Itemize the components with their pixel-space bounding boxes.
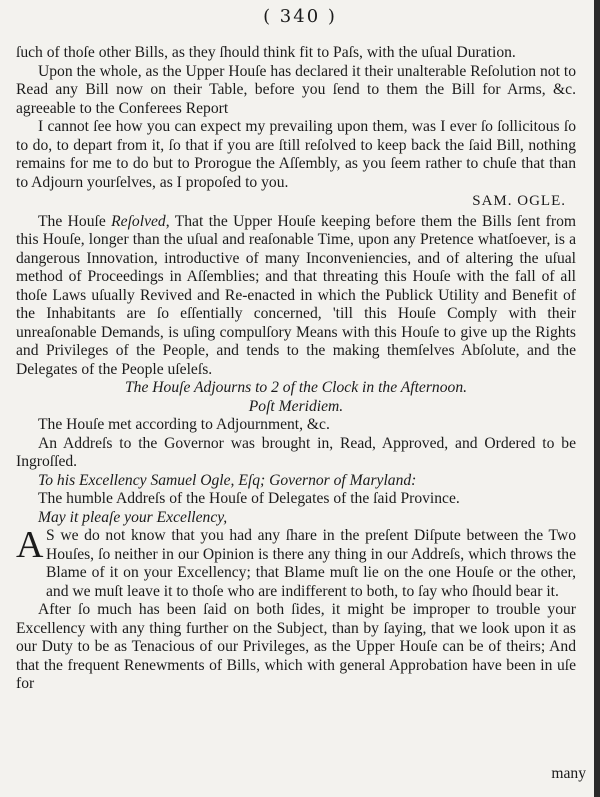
salutation: May it pleaſe your Excellency, xyxy=(38,508,228,526)
paragraph-7 xyxy=(16,524,576,601)
paragraph-6: An Addreſs to the Governor was brought in, Read, Approved, and Ordered to be Ingroſſed. xyxy=(16,434,576,470)
page-number: ( 340 ) xyxy=(263,6,337,27)
paragraph-4-lead: The Houſe xyxy=(38,212,112,230)
paragraph-4 xyxy=(16,213,576,380)
paragraph-7-text: S we do not know that you had any ſhare in the preſent Diſpute between the Two Houſes, ſo neither in our Opinion is there any thing in our Addreſs, which throws the Blame of it on your Excellency; that Blame muſt lie on the one Houſe or the other, and we muſt leave it to thoſe who are indifferent to both, to ſay who ſhould bear it. xyxy=(46,527,576,600)
document-body xyxy=(16,44,576,694)
paragraph-4-rest: , That the Upper Houſe keeping before them the Bills ſent from this Houſe, longer than the uſual and reaſonable Time, upon any Pretence whatſoever, is a dangerous Innovation, introductive of many Inconveniencies, and of altering the uſual method of Proceedings in Aſſemblies; and that threating this Houſe with the fall of all thoſe Laws uſually Revived and Re-enacted in which the Publick Utility and Benefit of the Inhabitants are ſo eſſentially concerned, 'till this Houſe Comply with their unreaſonable Demands, is uſing compulſory Means with this Houſe to give up the Rights and Privileges of the People, and tends to the making themſelves Abſolute, and the Delegates of the People uſeleſs. xyxy=(16,212,576,378)
signature: SAM. OGLE. xyxy=(472,193,566,209)
paragraph-5: The Houſe met according to Adjournment, &c. xyxy=(38,416,330,433)
paragraph-8: After ſo much has been ſaid on both ſides, it might be improper to trouble your Excellency with any thing further on the Subject, than by ſaying, that we look upon it as our Duty to be as Tenacious of our Privileges, as the Upper Houſe can be of theirs; And that the frequent Renewments of Bills, which with general Approbation have been in uſe for xyxy=(16,601,576,692)
paragraph-3: I cannot ſee how you can expect my prevailing upon them, was I ever ſo ſollicitous ſo to do, to depart from it, ſo that if you are ſtill reſolved to keep back the ſaid Bill, nothing remains for me to do but to Prorogue the Aſſembly, as you ſeem rather to chuſe that than to Adjourn yourſelves, as I propoſed to you. xyxy=(16,118,576,191)
address-to-line: To his Excellency Samuel Ogle, Eſq; Governor of Maryland: xyxy=(38,471,417,489)
paragraph-1: ſuch of thoſe other Bills, as they ſhould think fit to Paſs, with the uſual Duration. xyxy=(16,44,516,61)
page-edge-shadow xyxy=(594,0,600,797)
post-meridiem-heading: Poſt Meridiem. xyxy=(248,397,344,415)
adjourn-line: The Houſe Adjourns to 2 of the Clock in the Afternoon. xyxy=(124,379,468,396)
humble-address-line: The humble Addreſs of the Houſe of Delegates of the ſaid Province. xyxy=(38,490,460,507)
resolved-word: Reſolved xyxy=(111,212,166,230)
drop-cap: A xyxy=(16,524,44,566)
paragraph-2: Upon the whole, as the Upper Houſe has declared it their unalterable Reſolution not to Read any Bill now on their Table, before you ſend to them the Bill for Arms, &c. agreeable to the Conferees Report xyxy=(16,62,576,117)
catchword: many xyxy=(551,765,586,782)
